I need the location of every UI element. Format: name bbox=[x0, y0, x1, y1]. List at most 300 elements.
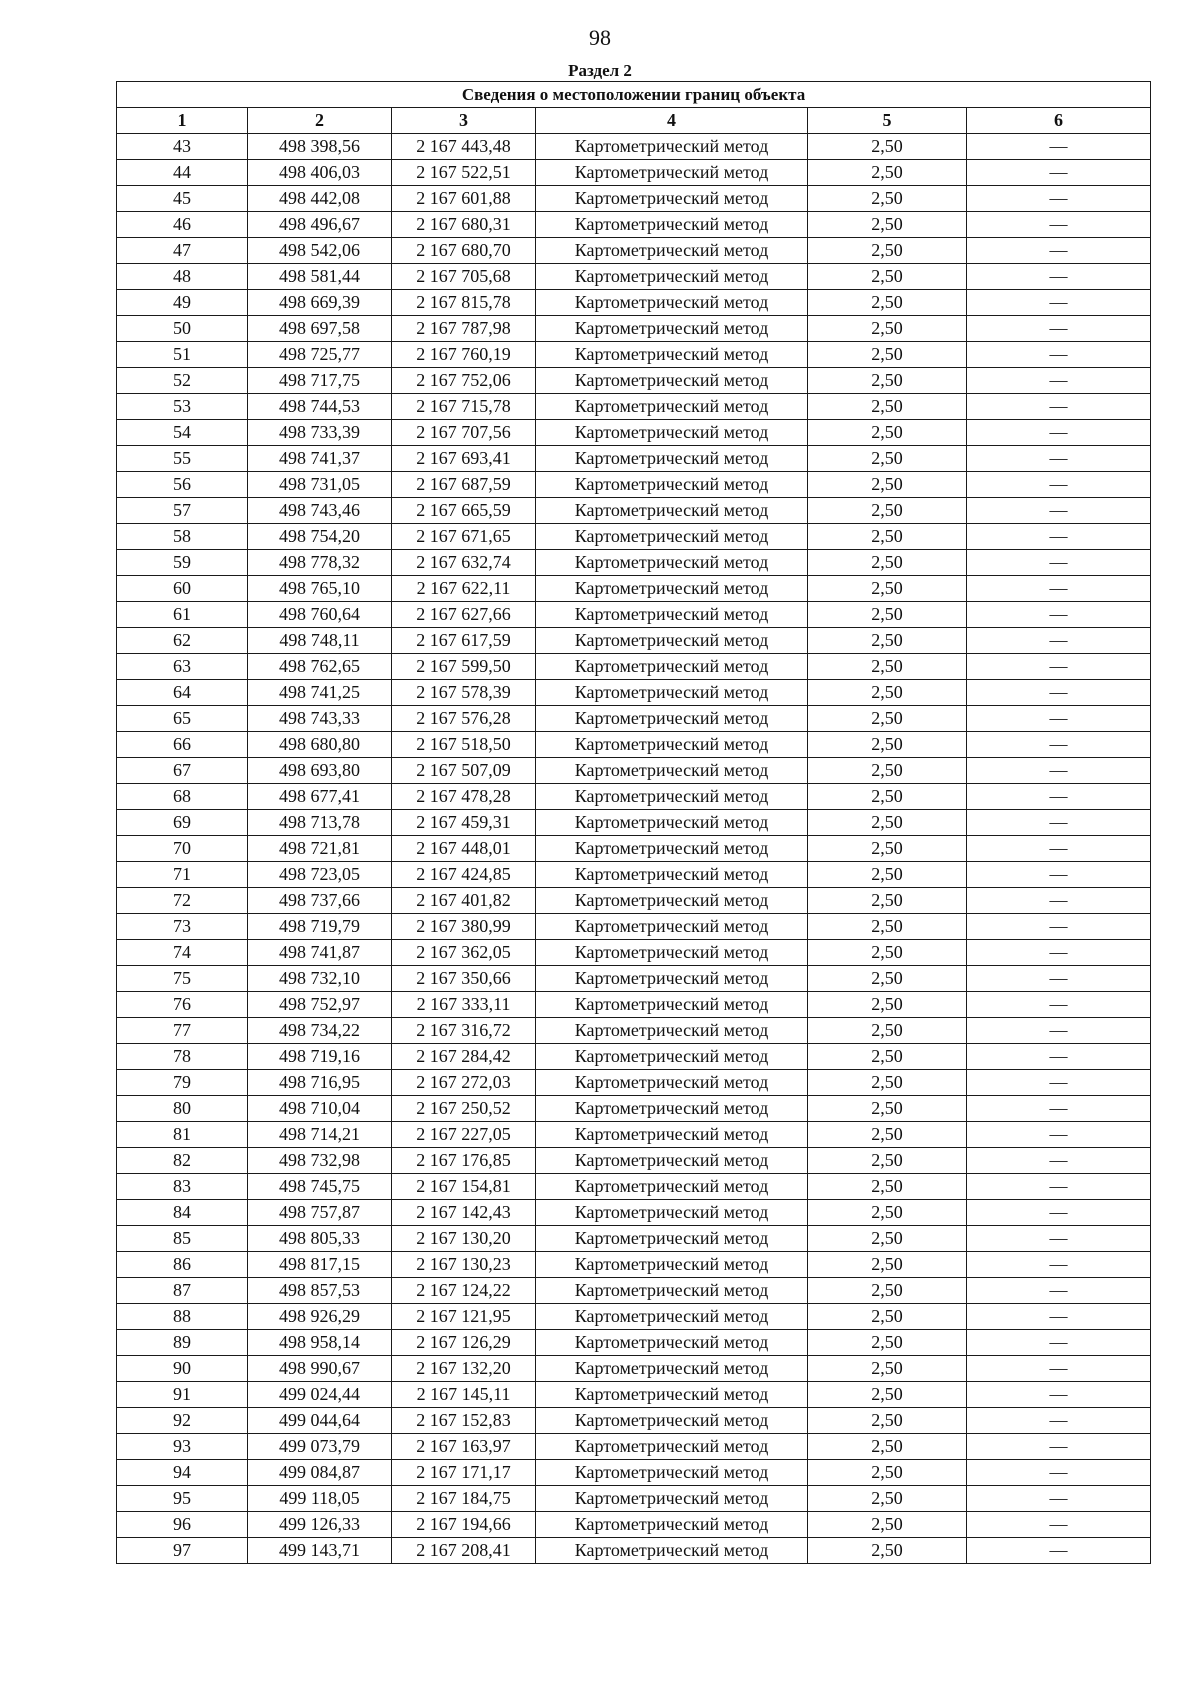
method-cell: Картометрический метод bbox=[536, 810, 808, 836]
table-row bbox=[117, 134, 1151, 160]
x-coordinate-cell: 498 990,67 bbox=[248, 1356, 392, 1382]
point-number-cell: 67 bbox=[117, 758, 248, 784]
accuracy-cell: 2,50 bbox=[808, 446, 967, 472]
accuracy-cell: 2,50 bbox=[808, 1434, 967, 1460]
table-row bbox=[117, 602, 1151, 628]
column-header: 4 bbox=[536, 108, 808, 134]
description-cell: — bbox=[967, 1278, 1151, 1304]
description-cell: — bbox=[967, 1486, 1151, 1512]
table-row bbox=[117, 706, 1151, 732]
x-coordinate-cell: 499 044,64 bbox=[248, 1408, 392, 1434]
accuracy-cell: 2,50 bbox=[808, 238, 967, 264]
y-coordinate-cell: 2 167 760,19 bbox=[392, 342, 536, 368]
x-coordinate-cell: 498 732,98 bbox=[248, 1148, 392, 1174]
accuracy-cell: 2,50 bbox=[808, 914, 967, 940]
description-cell: — bbox=[967, 1018, 1151, 1044]
y-coordinate-cell: 2 167 715,78 bbox=[392, 394, 536, 420]
description-cell: — bbox=[967, 160, 1151, 186]
accuracy-cell: 2,50 bbox=[808, 1200, 967, 1226]
point-number-cell: 48 bbox=[117, 264, 248, 290]
y-coordinate-cell: 2 167 671,65 bbox=[392, 524, 536, 550]
x-coordinate-cell: 499 126,33 bbox=[248, 1512, 392, 1538]
table-row bbox=[117, 1200, 1151, 1226]
y-coordinate-cell: 2 167 380,99 bbox=[392, 914, 536, 940]
y-coordinate-cell: 2 167 627,66 bbox=[392, 602, 536, 628]
table-row bbox=[117, 316, 1151, 342]
method-cell: Картометрический метод bbox=[536, 1200, 808, 1226]
x-coordinate-cell: 498 741,37 bbox=[248, 446, 392, 472]
accuracy-cell: 2,50 bbox=[808, 732, 967, 758]
y-coordinate-cell: 2 167 350,66 bbox=[392, 966, 536, 992]
table-row bbox=[117, 420, 1151, 446]
accuracy-cell: 2,50 bbox=[808, 1356, 967, 1382]
accuracy-cell: 2,50 bbox=[808, 940, 967, 966]
y-coordinate-cell: 2 167 665,59 bbox=[392, 498, 536, 524]
x-coordinate-cell: 499 143,71 bbox=[248, 1538, 392, 1564]
point-number-cell: 90 bbox=[117, 1356, 248, 1382]
x-coordinate-cell: 498 693,80 bbox=[248, 758, 392, 784]
method-cell: Картометрический метод bbox=[536, 1408, 808, 1434]
description-cell: — bbox=[967, 706, 1151, 732]
table-row bbox=[117, 654, 1151, 680]
point-number-cell: 63 bbox=[117, 654, 248, 680]
point-number-cell: 74 bbox=[117, 940, 248, 966]
method-cell: Картометрический метод bbox=[536, 1330, 808, 1356]
y-coordinate-cell: 2 167 227,05 bbox=[392, 1122, 536, 1148]
description-cell: — bbox=[967, 524, 1151, 550]
description-cell: — bbox=[967, 1096, 1151, 1122]
y-coordinate-cell: 2 167 176,85 bbox=[392, 1148, 536, 1174]
accuracy-cell: 2,50 bbox=[808, 628, 967, 654]
accuracy-cell: 2,50 bbox=[808, 862, 967, 888]
table-row bbox=[117, 1070, 1151, 1096]
point-number-cell: 45 bbox=[117, 186, 248, 212]
x-coordinate-cell: 498 723,05 bbox=[248, 862, 392, 888]
table-row bbox=[117, 758, 1151, 784]
y-coordinate-cell: 2 167 687,59 bbox=[392, 472, 536, 498]
x-coordinate-cell: 498 669,39 bbox=[248, 290, 392, 316]
method-cell: Картометрический метод bbox=[536, 550, 808, 576]
accuracy-cell: 2,50 bbox=[808, 1044, 967, 1070]
method-cell: Картометрический метод bbox=[536, 524, 808, 550]
accuracy-cell: 2,50 bbox=[808, 602, 967, 628]
table-row bbox=[117, 836, 1151, 862]
description-cell: — bbox=[967, 758, 1151, 784]
accuracy-cell: 2,50 bbox=[808, 836, 967, 862]
description-cell: — bbox=[967, 862, 1151, 888]
y-coordinate-cell: 2 167 126,29 bbox=[392, 1330, 536, 1356]
method-cell: Картометрический метод bbox=[536, 394, 808, 420]
point-number-cell: 66 bbox=[117, 732, 248, 758]
accuracy-cell: 2,50 bbox=[808, 1252, 967, 1278]
table-row bbox=[117, 212, 1151, 238]
description-cell: — bbox=[967, 1512, 1151, 1538]
y-coordinate-cell: 2 167 130,23 bbox=[392, 1252, 536, 1278]
description-cell: — bbox=[967, 914, 1151, 940]
table-row bbox=[117, 1148, 1151, 1174]
x-coordinate-cell: 498 680,80 bbox=[248, 732, 392, 758]
accuracy-cell: 2,50 bbox=[808, 1174, 967, 1200]
method-cell: Картометрический метод bbox=[536, 1018, 808, 1044]
table-caption-row bbox=[117, 82, 1151, 108]
x-coordinate-cell: 498 743,46 bbox=[248, 498, 392, 524]
description-cell: — bbox=[967, 1356, 1151, 1382]
table-row bbox=[117, 1382, 1151, 1408]
x-coordinate-cell: 498 731,05 bbox=[248, 472, 392, 498]
point-number-cell: 50 bbox=[117, 316, 248, 342]
point-number-cell: 56 bbox=[117, 472, 248, 498]
y-coordinate-cell: 2 167 601,88 bbox=[392, 186, 536, 212]
description-cell: — bbox=[967, 1408, 1151, 1434]
y-coordinate-cell: 2 167 752,06 bbox=[392, 368, 536, 394]
y-coordinate-cell: 2 167 121,95 bbox=[392, 1304, 536, 1330]
y-coordinate-cell: 2 167 132,20 bbox=[392, 1356, 536, 1382]
accuracy-cell: 2,50 bbox=[808, 966, 967, 992]
point-number-cell: 49 bbox=[117, 290, 248, 316]
table-row bbox=[117, 1252, 1151, 1278]
point-number-cell: 89 bbox=[117, 1330, 248, 1356]
accuracy-cell: 2,50 bbox=[808, 550, 967, 576]
point-number-cell: 93 bbox=[117, 1434, 248, 1460]
table-caption: Сведения о местоположении границ объекта bbox=[117, 82, 1151, 108]
method-cell: Картометрический метод bbox=[536, 1226, 808, 1252]
method-cell: Картометрический метод bbox=[536, 316, 808, 342]
table-row bbox=[117, 784, 1151, 810]
boundary-coordinates-table bbox=[116, 81, 1151, 1564]
x-coordinate-cell: 498 398,56 bbox=[248, 134, 392, 160]
method-cell: Картометрический метод bbox=[536, 1148, 808, 1174]
point-number-cell: 43 bbox=[117, 134, 248, 160]
description-cell: — bbox=[967, 1460, 1151, 1486]
method-cell: Картометрический метод bbox=[536, 342, 808, 368]
method-cell: Картометрический метод bbox=[536, 732, 808, 758]
accuracy-cell: 2,50 bbox=[808, 680, 967, 706]
y-coordinate-cell: 2 167 815,78 bbox=[392, 290, 536, 316]
x-coordinate-cell: 498 713,78 bbox=[248, 810, 392, 836]
method-cell: Картометрический метод bbox=[536, 1174, 808, 1200]
x-coordinate-cell: 498 805,33 bbox=[248, 1226, 392, 1252]
method-cell: Картометрический метод bbox=[536, 1538, 808, 1564]
point-number-cell: 92 bbox=[117, 1408, 248, 1434]
column-header: 2 bbox=[248, 108, 392, 134]
description-cell: — bbox=[967, 342, 1151, 368]
y-coordinate-cell: 2 167 578,39 bbox=[392, 680, 536, 706]
point-number-cell: 69 bbox=[117, 810, 248, 836]
y-coordinate-cell: 2 167 401,82 bbox=[392, 888, 536, 914]
accuracy-cell: 2,50 bbox=[808, 784, 967, 810]
table-row bbox=[117, 1434, 1151, 1460]
point-number-cell: 53 bbox=[117, 394, 248, 420]
table-row bbox=[117, 1330, 1151, 1356]
x-coordinate-cell: 498 721,81 bbox=[248, 836, 392, 862]
x-coordinate-cell: 498 496,67 bbox=[248, 212, 392, 238]
description-cell: — bbox=[967, 446, 1151, 472]
table-row bbox=[117, 1174, 1151, 1200]
table-row bbox=[117, 290, 1151, 316]
method-cell: Картометрический метод bbox=[536, 1096, 808, 1122]
description-cell: — bbox=[967, 836, 1151, 862]
y-coordinate-cell: 2 167 518,50 bbox=[392, 732, 536, 758]
table-row bbox=[117, 992, 1151, 1018]
description-cell: — bbox=[967, 628, 1151, 654]
accuracy-cell: 2,50 bbox=[808, 420, 967, 446]
point-number-cell: 60 bbox=[117, 576, 248, 602]
description-cell: — bbox=[967, 732, 1151, 758]
description-cell: — bbox=[967, 290, 1151, 316]
accuracy-cell: 2,50 bbox=[808, 186, 967, 212]
point-number-cell: 70 bbox=[117, 836, 248, 862]
x-coordinate-cell: 498 677,41 bbox=[248, 784, 392, 810]
accuracy-cell: 2,50 bbox=[808, 1330, 967, 1356]
method-cell: Картометрический метод bbox=[536, 472, 808, 498]
table-row bbox=[117, 966, 1151, 992]
accuracy-cell: 2,50 bbox=[808, 1512, 967, 1538]
y-coordinate-cell: 2 167 142,43 bbox=[392, 1200, 536, 1226]
point-number-cell: 54 bbox=[117, 420, 248, 446]
description-cell: — bbox=[967, 394, 1151, 420]
description-cell: — bbox=[967, 966, 1151, 992]
accuracy-cell: 2,50 bbox=[808, 524, 967, 550]
accuracy-cell: 2,50 bbox=[808, 1304, 967, 1330]
point-number-cell: 76 bbox=[117, 992, 248, 1018]
x-coordinate-cell: 498 760,64 bbox=[248, 602, 392, 628]
x-coordinate-cell: 498 752,97 bbox=[248, 992, 392, 1018]
accuracy-cell: 2,50 bbox=[808, 264, 967, 290]
description-cell: — bbox=[967, 1382, 1151, 1408]
description-cell: — bbox=[967, 212, 1151, 238]
point-number-cell: 78 bbox=[117, 1044, 248, 1070]
y-coordinate-cell: 2 167 707,56 bbox=[392, 420, 536, 446]
method-cell: Картометрический метод bbox=[536, 602, 808, 628]
description-cell: — bbox=[967, 680, 1151, 706]
accuracy-cell: 2,50 bbox=[808, 160, 967, 186]
accuracy-cell: 2,50 bbox=[808, 706, 967, 732]
description-cell: — bbox=[967, 1304, 1151, 1330]
y-coordinate-cell: 2 167 680,31 bbox=[392, 212, 536, 238]
description-cell: — bbox=[967, 238, 1151, 264]
accuracy-cell: 2,50 bbox=[808, 212, 967, 238]
description-cell: — bbox=[967, 472, 1151, 498]
method-cell: Картометрический метод bbox=[536, 212, 808, 238]
point-number-cell: 59 bbox=[117, 550, 248, 576]
method-cell: Картометрический метод bbox=[536, 680, 808, 706]
method-cell: Картометрический метод bbox=[536, 1122, 808, 1148]
method-cell: Картометрический метод bbox=[536, 576, 808, 602]
table-row bbox=[117, 472, 1151, 498]
point-number-cell: 86 bbox=[117, 1252, 248, 1278]
point-number-cell: 68 bbox=[117, 784, 248, 810]
y-coordinate-cell: 2 167 448,01 bbox=[392, 836, 536, 862]
x-coordinate-cell: 498 442,08 bbox=[248, 186, 392, 212]
accuracy-cell: 2,50 bbox=[808, 394, 967, 420]
method-cell: Картометрический метод bbox=[536, 134, 808, 160]
accuracy-cell: 2,50 bbox=[808, 134, 967, 160]
point-number-cell: 97 bbox=[117, 1538, 248, 1564]
x-coordinate-cell: 498 725,77 bbox=[248, 342, 392, 368]
y-coordinate-cell: 2 167 459,31 bbox=[392, 810, 536, 836]
method-cell: Картометрический метод bbox=[536, 706, 808, 732]
method-cell: Картометрический метод bbox=[536, 628, 808, 654]
x-coordinate-cell: 498 744,53 bbox=[248, 394, 392, 420]
point-number-cell: 44 bbox=[117, 160, 248, 186]
description-cell: — bbox=[967, 186, 1151, 212]
description-cell: — bbox=[967, 1252, 1151, 1278]
method-cell: Картометрический метод bbox=[536, 238, 808, 264]
description-cell: — bbox=[967, 1148, 1151, 1174]
accuracy-cell: 2,50 bbox=[808, 368, 967, 394]
method-cell: Картометрический метод bbox=[536, 1486, 808, 1512]
method-cell: Картометрический метод bbox=[536, 186, 808, 212]
y-coordinate-cell: 2 167 208,41 bbox=[392, 1538, 536, 1564]
description-cell: — bbox=[967, 1044, 1151, 1070]
x-coordinate-cell: 498 745,75 bbox=[248, 1174, 392, 1200]
method-cell: Картометрический метод bbox=[536, 888, 808, 914]
accuracy-cell: 2,50 bbox=[808, 810, 967, 836]
y-coordinate-cell: 2 167 272,03 bbox=[392, 1070, 536, 1096]
table-row bbox=[117, 810, 1151, 836]
table-row bbox=[117, 446, 1151, 472]
method-cell: Картометрический метод bbox=[536, 420, 808, 446]
table-row bbox=[117, 680, 1151, 706]
accuracy-cell: 2,50 bbox=[808, 1486, 967, 1512]
y-coordinate-cell: 2 167 617,59 bbox=[392, 628, 536, 654]
x-coordinate-cell: 498 737,66 bbox=[248, 888, 392, 914]
accuracy-cell: 2,50 bbox=[808, 1018, 967, 1044]
table-body bbox=[117, 134, 1151, 1564]
point-number-cell: 82 bbox=[117, 1148, 248, 1174]
description-cell: — bbox=[967, 368, 1151, 394]
method-cell: Картометрический метод bbox=[536, 498, 808, 524]
accuracy-cell: 2,50 bbox=[808, 1148, 967, 1174]
description-cell: — bbox=[967, 420, 1151, 446]
point-number-cell: 57 bbox=[117, 498, 248, 524]
description-cell: — bbox=[967, 888, 1151, 914]
method-cell: Картометрический метод bbox=[536, 1304, 808, 1330]
accuracy-cell: 2,50 bbox=[808, 290, 967, 316]
table-row bbox=[117, 732, 1151, 758]
method-cell: Картометрический метод bbox=[536, 940, 808, 966]
point-number-cell: 84 bbox=[117, 1200, 248, 1226]
method-cell: Картометрический метод bbox=[536, 1356, 808, 1382]
table-row bbox=[117, 1096, 1151, 1122]
column-header: 6 bbox=[967, 108, 1151, 134]
point-number-cell: 95 bbox=[117, 1486, 248, 1512]
x-coordinate-cell: 498 741,87 bbox=[248, 940, 392, 966]
accuracy-cell: 2,50 bbox=[808, 1278, 967, 1304]
method-cell: Картометрический метод bbox=[536, 446, 808, 472]
method-cell: Картометрический метод bbox=[536, 1252, 808, 1278]
y-coordinate-cell: 2 167 145,11 bbox=[392, 1382, 536, 1408]
description-cell: — bbox=[967, 550, 1151, 576]
point-number-cell: 58 bbox=[117, 524, 248, 550]
method-cell: Картометрический метод bbox=[536, 914, 808, 940]
table-row bbox=[117, 498, 1151, 524]
table-row bbox=[117, 368, 1151, 394]
point-number-cell: 64 bbox=[117, 680, 248, 706]
y-coordinate-cell: 2 167 622,11 bbox=[392, 576, 536, 602]
point-number-cell: 83 bbox=[117, 1174, 248, 1200]
column-header: 3 bbox=[392, 108, 536, 134]
description-cell: — bbox=[967, 1538, 1151, 1564]
accuracy-cell: 2,50 bbox=[808, 1122, 967, 1148]
x-coordinate-cell: 498 765,10 bbox=[248, 576, 392, 602]
y-coordinate-cell: 2 167 680,70 bbox=[392, 238, 536, 264]
y-coordinate-cell: 2 167 250,52 bbox=[392, 1096, 536, 1122]
accuracy-cell: 2,50 bbox=[808, 654, 967, 680]
table-row bbox=[117, 1486, 1151, 1512]
method-cell: Картометрический метод bbox=[536, 1460, 808, 1486]
method-cell: Картометрический метод bbox=[536, 862, 808, 888]
accuracy-cell: 2,50 bbox=[808, 1096, 967, 1122]
x-coordinate-cell: 498 778,32 bbox=[248, 550, 392, 576]
point-number-cell: 65 bbox=[117, 706, 248, 732]
table-row bbox=[117, 940, 1151, 966]
x-coordinate-cell: 498 743,33 bbox=[248, 706, 392, 732]
point-number-cell: 85 bbox=[117, 1226, 248, 1252]
y-coordinate-cell: 2 167 163,97 bbox=[392, 1434, 536, 1460]
point-number-cell: 75 bbox=[117, 966, 248, 992]
x-coordinate-cell: 498 714,21 bbox=[248, 1122, 392, 1148]
x-coordinate-cell: 498 757,87 bbox=[248, 1200, 392, 1226]
accuracy-cell: 2,50 bbox=[808, 342, 967, 368]
method-cell: Картометрический метод bbox=[536, 784, 808, 810]
y-coordinate-cell: 2 167 184,75 bbox=[392, 1486, 536, 1512]
description-cell: — bbox=[967, 1434, 1151, 1460]
table-row bbox=[117, 160, 1151, 186]
table-row bbox=[117, 1460, 1151, 1486]
point-number-cell: 47 bbox=[117, 238, 248, 264]
method-cell: Картометрический метод bbox=[536, 654, 808, 680]
table-row bbox=[117, 576, 1151, 602]
page-number: 98 bbox=[589, 25, 611, 50]
accuracy-cell: 2,50 bbox=[808, 1226, 967, 1252]
method-cell: Картометрический метод bbox=[536, 1278, 808, 1304]
x-coordinate-cell: 498 748,11 bbox=[248, 628, 392, 654]
x-coordinate-cell: 499 084,87 bbox=[248, 1460, 392, 1486]
column-header-row bbox=[117, 108, 1151, 134]
y-coordinate-cell: 2 167 284,42 bbox=[392, 1044, 536, 1070]
x-coordinate-cell: 498 958,14 bbox=[248, 1330, 392, 1356]
column-header: 5 bbox=[808, 108, 967, 134]
description-cell: — bbox=[967, 1200, 1151, 1226]
accuracy-cell: 2,50 bbox=[808, 576, 967, 602]
point-number-cell: 71 bbox=[117, 862, 248, 888]
accuracy-cell: 2,50 bbox=[808, 1460, 967, 1486]
method-cell: Картометрический метод bbox=[536, 290, 808, 316]
accuracy-cell: 2,50 bbox=[808, 888, 967, 914]
table-row bbox=[117, 342, 1151, 368]
y-coordinate-cell: 2 167 130,20 bbox=[392, 1226, 536, 1252]
x-coordinate-cell: 498 697,58 bbox=[248, 316, 392, 342]
description-cell: — bbox=[967, 498, 1151, 524]
y-coordinate-cell: 2 167 194,66 bbox=[392, 1512, 536, 1538]
y-coordinate-cell: 2 167 362,05 bbox=[392, 940, 536, 966]
x-coordinate-cell: 498 762,65 bbox=[248, 654, 392, 680]
y-coordinate-cell: 2 167 705,68 bbox=[392, 264, 536, 290]
y-coordinate-cell: 2 167 599,50 bbox=[392, 654, 536, 680]
method-cell: Картометрический метод bbox=[536, 992, 808, 1018]
y-coordinate-cell: 2 167 154,81 bbox=[392, 1174, 536, 1200]
table-row bbox=[117, 524, 1151, 550]
x-coordinate-cell: 498 732,10 bbox=[248, 966, 392, 992]
table-row bbox=[117, 1538, 1151, 1564]
accuracy-cell: 2,50 bbox=[808, 498, 967, 524]
x-coordinate-cell: 498 542,06 bbox=[248, 238, 392, 264]
description-cell: — bbox=[967, 602, 1151, 628]
table-row bbox=[117, 264, 1151, 290]
x-coordinate-cell: 499 073,79 bbox=[248, 1434, 392, 1460]
description-cell: — bbox=[967, 1330, 1151, 1356]
